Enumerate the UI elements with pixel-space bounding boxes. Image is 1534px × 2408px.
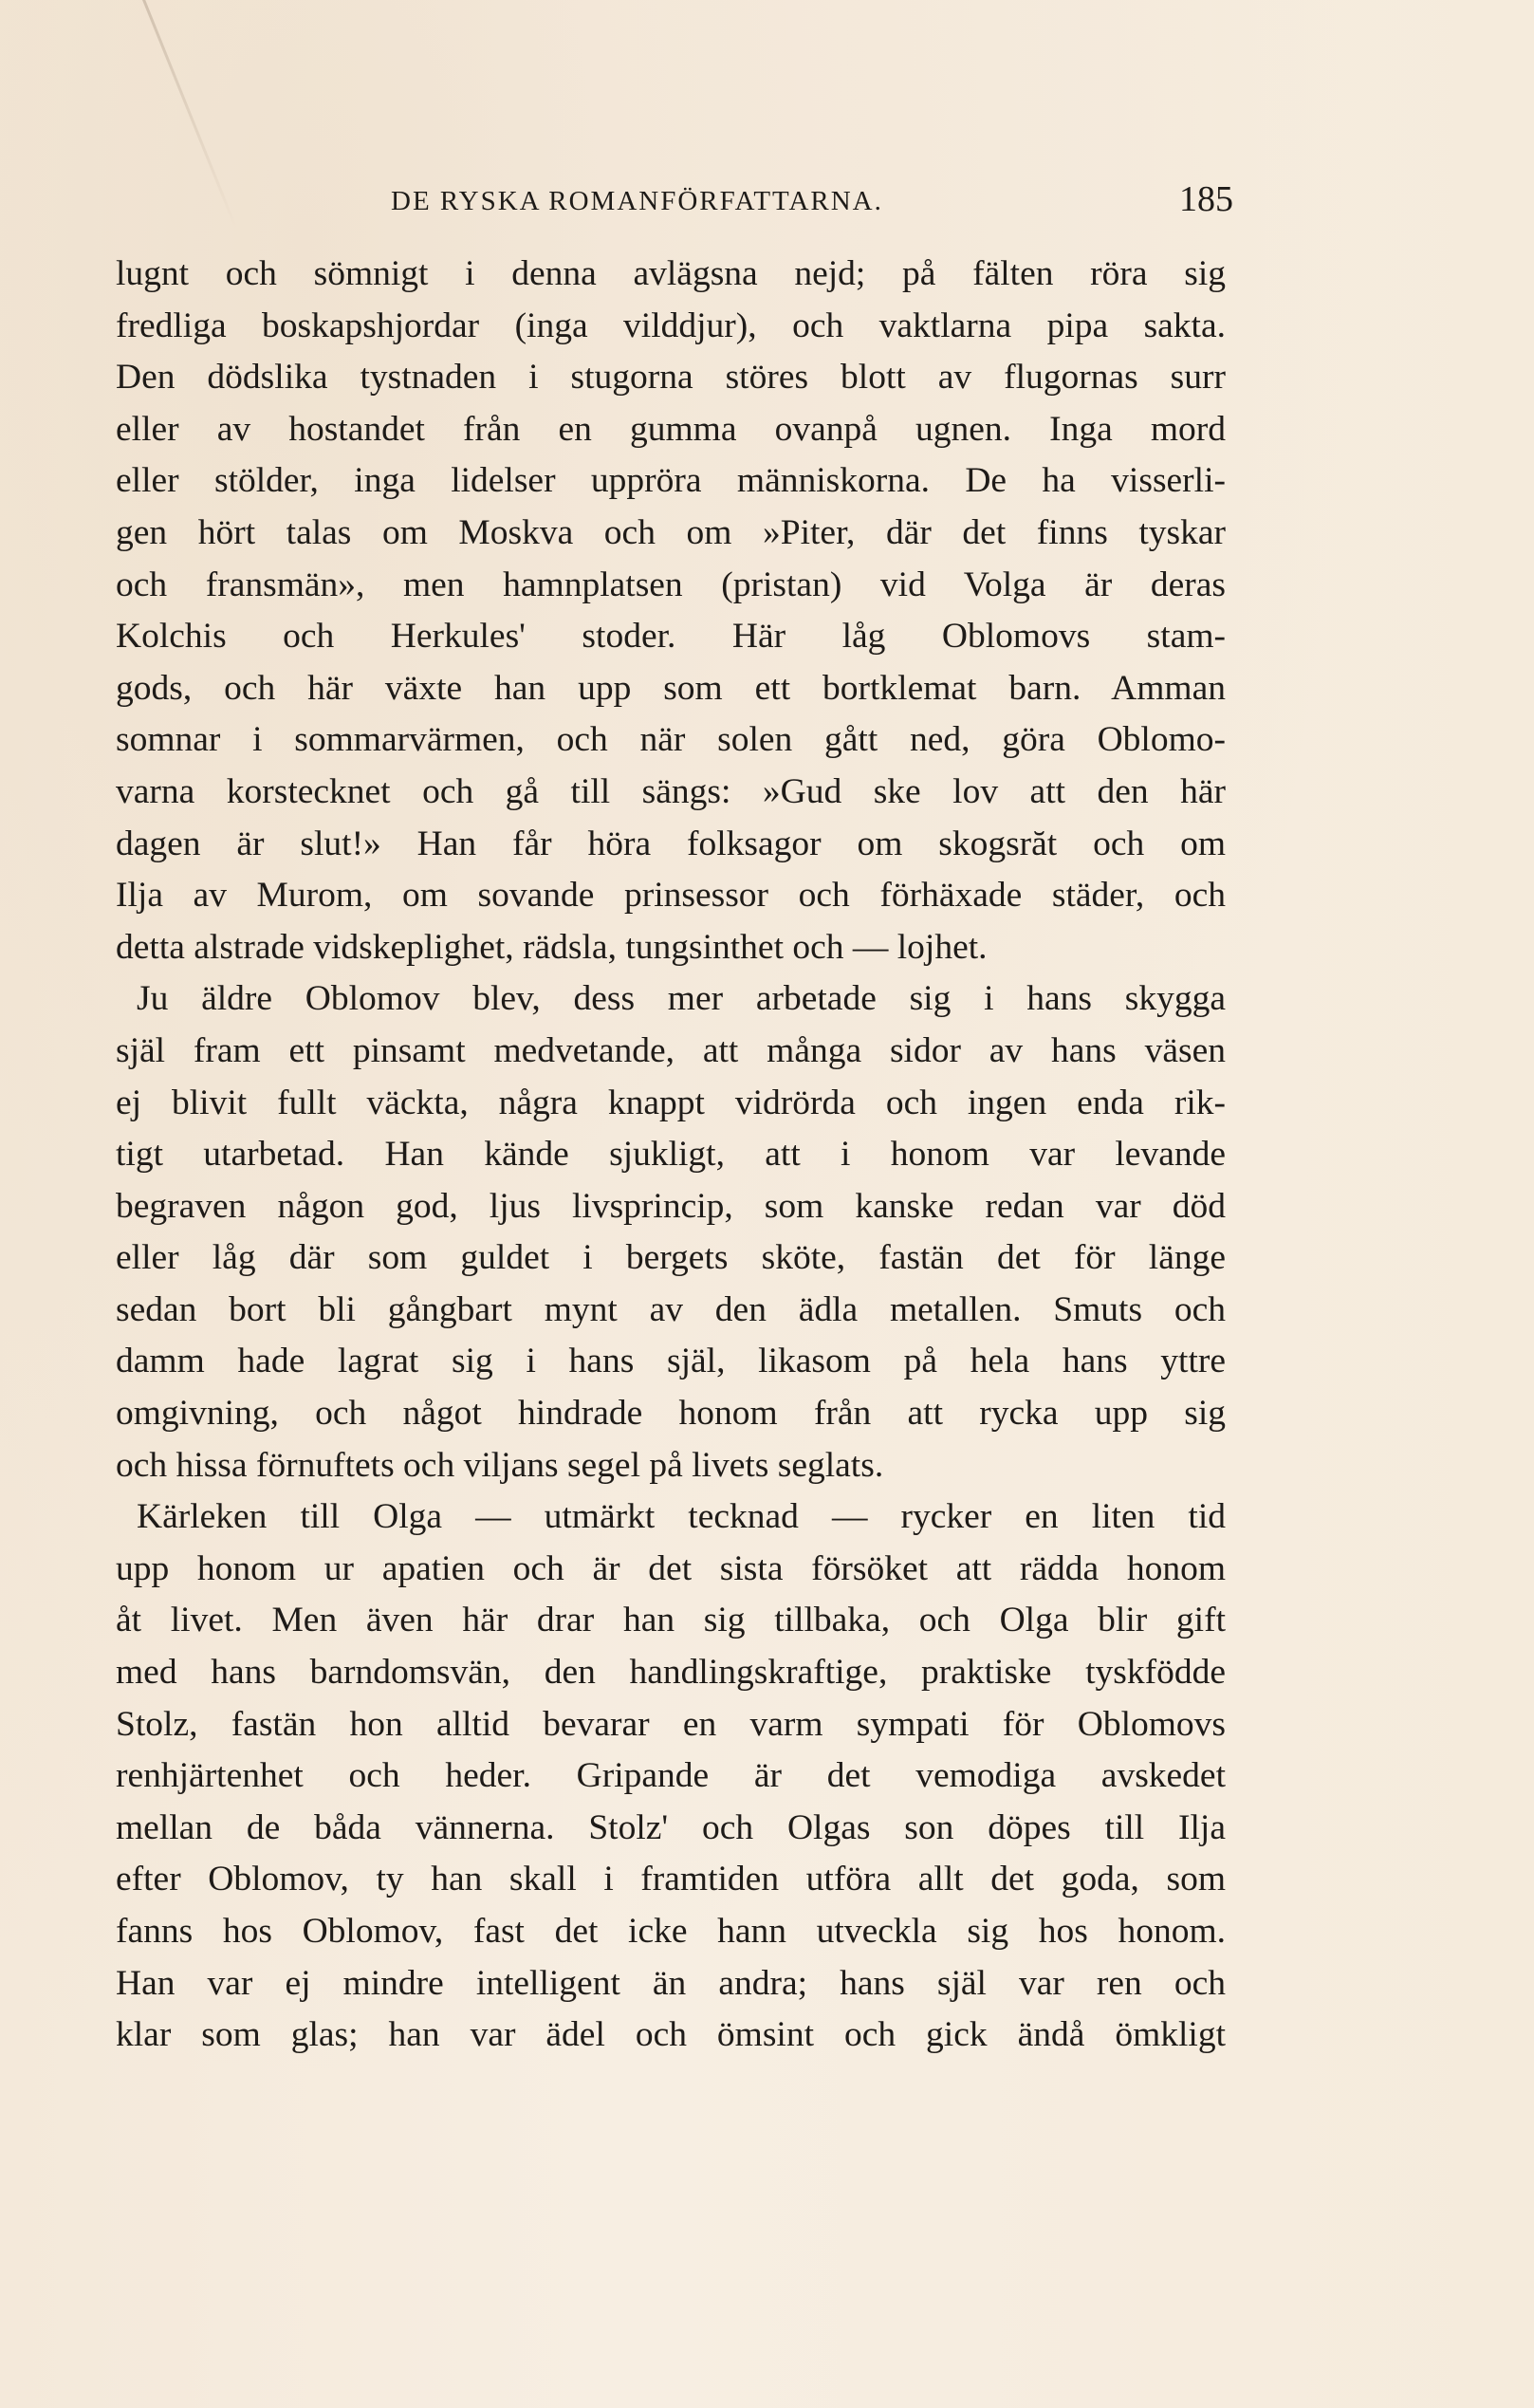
text-line: renhjärtenhet och heder. Gripande är det vemodiga avskedet <box>116 1756 1226 1796</box>
text-line: Ilja av Murom, om sovande prinsessor och förhäxade städer, och <box>116 876 1226 916</box>
page-number: 185 <box>1179 179 1233 219</box>
text-line: efter Oblomov, ty han skall i framtiden utföra allt det goda, som <box>116 1860 1226 1899</box>
text-line: upp honom ur apatien och är det sista försöket att rädda honom <box>116 1548 1226 1588</box>
text-line: eller av hostandet från en gumma ovanpå ugnen. Inga mord <box>116 409 1226 449</box>
text-line: Den dödslika tystnaden i stugorna störes blott av flugornas surr <box>116 358 1226 398</box>
text-line: med hans barndomsvän, den handlingskraftige, praktiske tyskfödde <box>116 1653 1226 1693</box>
text-line: eller stölder, inga lidelser uppröra människorna. De ha visserli- <box>116 461 1226 501</box>
running-head: DE RYSKA ROMANFÖRFATTARNA. <box>391 186 883 216</box>
text-line: eller låg där som guldet i bergets sköte, fastän det för länge <box>116 1238 1226 1278</box>
text-line: klar som glas; han var ädel och ömsint och gick ändå ömkligt <box>116 2015 1226 2055</box>
text-line: lugnt och sömnigt i denna avlägsna nejd; på fälten röra sig <box>116 254 1226 293</box>
text-line: Kolchis och Herkules' stoder. Här låg Oblomovs stam- <box>116 617 1226 657</box>
text-line: och fransmän», men hamnplatsen (pristan) vid Volga är deras <box>116 565 1226 604</box>
body-text <box>116 249 1226 2062</box>
paper-fold-mark <box>142 0 237 229</box>
text-line: Ju äldre Oblomov blev, dess mer arbetade sig i hans skygga <box>137 979 1226 1019</box>
text-line: tigt utarbetad. Han kände sjukligt, att i honom var levande <box>116 1135 1226 1175</box>
text-line: gen hört talas om Moskva och om »Piter, där det finns tyskar <box>116 512 1226 552</box>
text-line: somnar i sommarvärmen, och när solen gått ned, göra Oblomo- <box>116 720 1226 760</box>
text-line: detta alstrade vidskeplighet, rädsla, tungsinthet och — lojhet. <box>116 927 988 967</box>
text-line: damm hade lagrat sig i hans själ, likasom på hela hans yttre <box>116 1342 1226 1381</box>
text-line: fanns hos Oblomov, fast det icke hann utveckla sig hos honom. <box>116 1912 1226 1951</box>
text-line: fredliga boskapshjordar (inga vilddjur), och vaktlarna pipa sakta. <box>116 306 1226 345</box>
text-line: gods, och här växte han upp som ett bortklemat barn. Amman <box>116 668 1226 708</box>
text-line: sedan bort bli gångbart mynt av den ädla metallen. Smuts och <box>116 1289 1226 1329</box>
text-line: varna korstecknet och gå till sängs: »Gud ske lov att den här <box>116 771 1226 811</box>
text-line: dagen är slut!» Han får höra folksagor om skogsrăt och om <box>116 824 1226 863</box>
text-line: ej blivit fullt väckta, några knappt vidrörda och ingen enda rik- <box>116 1083 1226 1122</box>
text-line: begraven någon god, ljus livsprincip, som kanske redan var död <box>116 1186 1226 1226</box>
text-line: omgivning, och något hindrade honom från att rycka upp sig <box>116 1394 1226 1434</box>
text-line: åt livet. Men även här drar han sig tillbaka, och Olga blir gift <box>116 1601 1226 1640</box>
text-line: Stolz, fastän hon alltid bevarar en varm sympati för Oblomovs <box>116 1704 1226 1744</box>
text-line: mellan de båda vännerna. Stolz' och Olgas son döpes till Ilja <box>116 1807 1226 1847</box>
text-line: Han var ej mindre intelligent än andra; hans själ var ren och <box>116 1963 1226 2003</box>
text-line: och hissa förnuftets och viljans segel på livets seglats. <box>116 1445 884 1485</box>
text-line: själ fram ett pinsamt medvetande, att många sidor av hans väsen <box>116 1030 1226 1070</box>
text-line: Kärleken till Olga — utmärkt tecknad — rycker en liten tid <box>137 1497 1226 1537</box>
page-header <box>391 178 1340 235</box>
